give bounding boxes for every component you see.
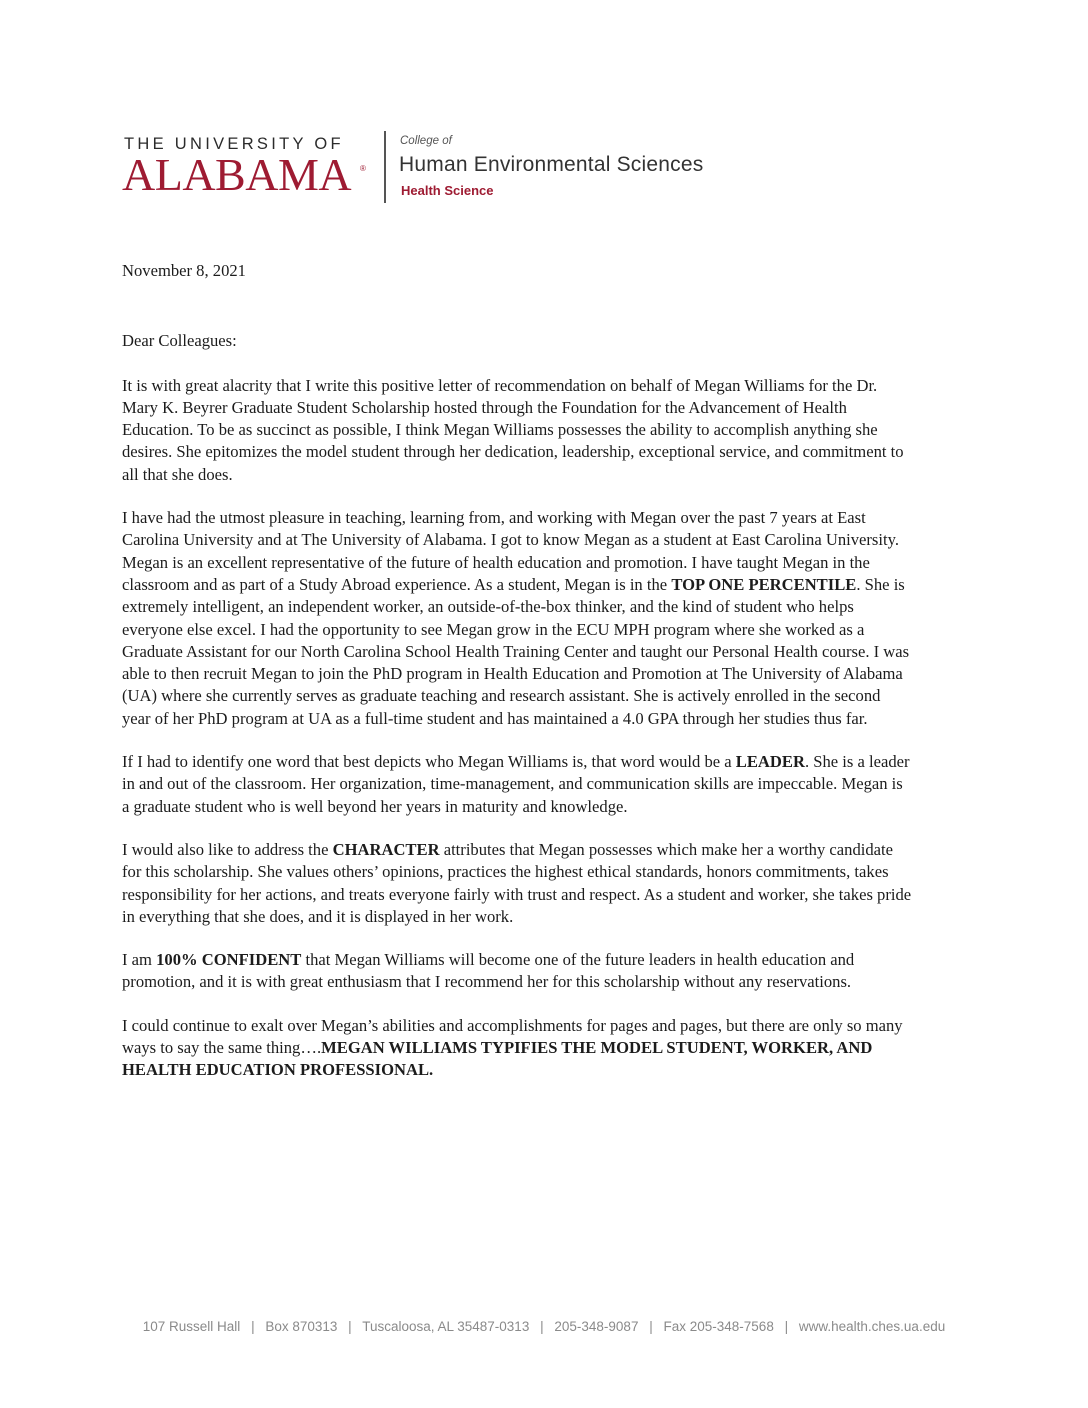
paragraph-5 bbox=[122, 949, 912, 994]
paragraph-2-text-a: I have had the utmost pleasure in teaching, learning from, and working with Megan over the past 7 years at East Carolina University and at The University of Alabama. I got to know Megan as a student at East Carolina University. Megan is an excellent representative of the future of health education and promotion. I have taught Megan in the classroom and as part of a Study Abroad experience. As a student, Megan is in the bbox=[122, 508, 899, 594]
paragraph-5-text-a: I am bbox=[122, 950, 157, 970]
paragraph-2-text-b: . She is extremely intelligent, an independent worker, an outside-of-the-box thinker, and the kind of student who helps everyone else excel. I had the opportunity to see Megan grow in the ECU MPH program where she worked as a Graduate Assistant for our North Carolina School Health Training Center and taught our Personal Health course. I was able to then recruit Megan to join the PhD program in Health Education and Promotion at The University of Alabama (UA) where she currently serves as graduate teaching and research assistant. She is actively enrolled in the second year of her PhD program at UA as a full-time student and has maintained a 4.0 GPA through her studies thus far. bbox=[122, 574, 910, 728]
letter-greeting: Dear Colleagues: bbox=[122, 331, 237, 351]
letter-body bbox=[122, 260, 912, 1103]
paragraph-3-text-b: . She is a leader in and out of the classroom. Her organization, time-management, and communication skills are impeccable. Megan is a graduate student who is well beyond her years in maturity and knowledge. bbox=[122, 752, 910, 816]
paragraph-2-bold: TOP ONE PERCENTILE bbox=[671, 574, 857, 594]
paragraph-2 bbox=[122, 507, 912, 730]
footer-phone: 205-348-9087 bbox=[554, 1319, 639, 1334]
letter-footer bbox=[0, 1319, 1088, 1334]
footer-separator: | bbox=[251, 1319, 255, 1334]
paragraph-4-bold: CHARACTER bbox=[332, 839, 440, 859]
paragraph-4 bbox=[122, 839, 912, 928]
letterhead-divider bbox=[384, 131, 386, 203]
footer-separator: | bbox=[348, 1319, 352, 1334]
paragraph-5-bold: 100% CONFIDENT bbox=[156, 950, 302, 970]
letter-date: November 8, 2021 bbox=[122, 261, 246, 280]
university-top-line: THE UNIVERSITY OF bbox=[124, 135, 344, 153]
college-prefix: College of bbox=[400, 135, 452, 147]
paragraph-6-text-a: I could continue to exalt over Megan’s abilities and accomplishments for pages and pages, but there are only so many ways to say the same thing…. bbox=[122, 1015, 903, 1058]
department-name: Health Science bbox=[401, 183, 494, 198]
footer-address: 107 Russell Hall bbox=[142, 1319, 241, 1334]
letterhead bbox=[124, 131, 824, 207]
paragraph-3-bold: LEADER bbox=[735, 752, 805, 772]
paragraph-6 bbox=[122, 1015, 912, 1082]
footer-website: www.health.ches.ua.edu bbox=[798, 1319, 946, 1334]
footer-separator: | bbox=[784, 1319, 789, 1334]
paragraph-3 bbox=[122, 751, 912, 818]
footer-separator: | bbox=[649, 1319, 653, 1334]
footer-separator: | bbox=[540, 1319, 544, 1334]
registered-mark: ® bbox=[360, 164, 366, 173]
paragraph-4-text-b: attributes that Megan possesses which make her a worthy candidate for this scholarship. She values others’ opinions, practices the highest ethical standards, honors commitments, takes responsibility for her actions, and treats everyone fairly with trust and respect. As a student and worker, she takes pride in everything that she does, and it is displayed in her work. bbox=[122, 839, 912, 926]
footer-fax: Fax 205-348-7568 bbox=[663, 1319, 774, 1334]
paragraph-1: It is with great alacrity that I write this positive letter of recommendation on behalf of Megan Williams for the Dr. Mary K. Beyrer Graduate Student Scholarship hosted through the Foundation for the Advancement of Health Education. To be as succinct as possible, I think Megan Williams possesses the ability to accomplish anything she desires. She epitomizes the model student through her dedication, leadership, exceptional service, and commitment to all that she does. bbox=[122, 375, 904, 484]
paragraph-5-text-b: that Megan Williams will become one of the future leaders in health education and promotion, and it is with great enthusiasm that I recommend her for this scholarship without any reservations. bbox=[122, 950, 855, 992]
college-name: Human Environmental Sciences bbox=[399, 153, 704, 176]
paragraph-3-text-a: If I had to identify one word that best depicts who Megan Williams is, that word would be a bbox=[122, 752, 736, 772]
footer-box: Box 870313 bbox=[265, 1319, 338, 1334]
university-name-logo: ALABAMA bbox=[122, 149, 352, 200]
paragraph-4-text-a: I would also like to address the bbox=[122, 839, 333, 859]
footer-city: Tuscaloosa, AL 35487-0313 bbox=[362, 1319, 530, 1334]
paragraph-6-bold: MEGAN WILLIAMS TYPIFIES THE MODEL STUDENT, WORKER, AND HEALTH EDUCATION PROFESSIONAL. bbox=[122, 1038, 873, 1080]
